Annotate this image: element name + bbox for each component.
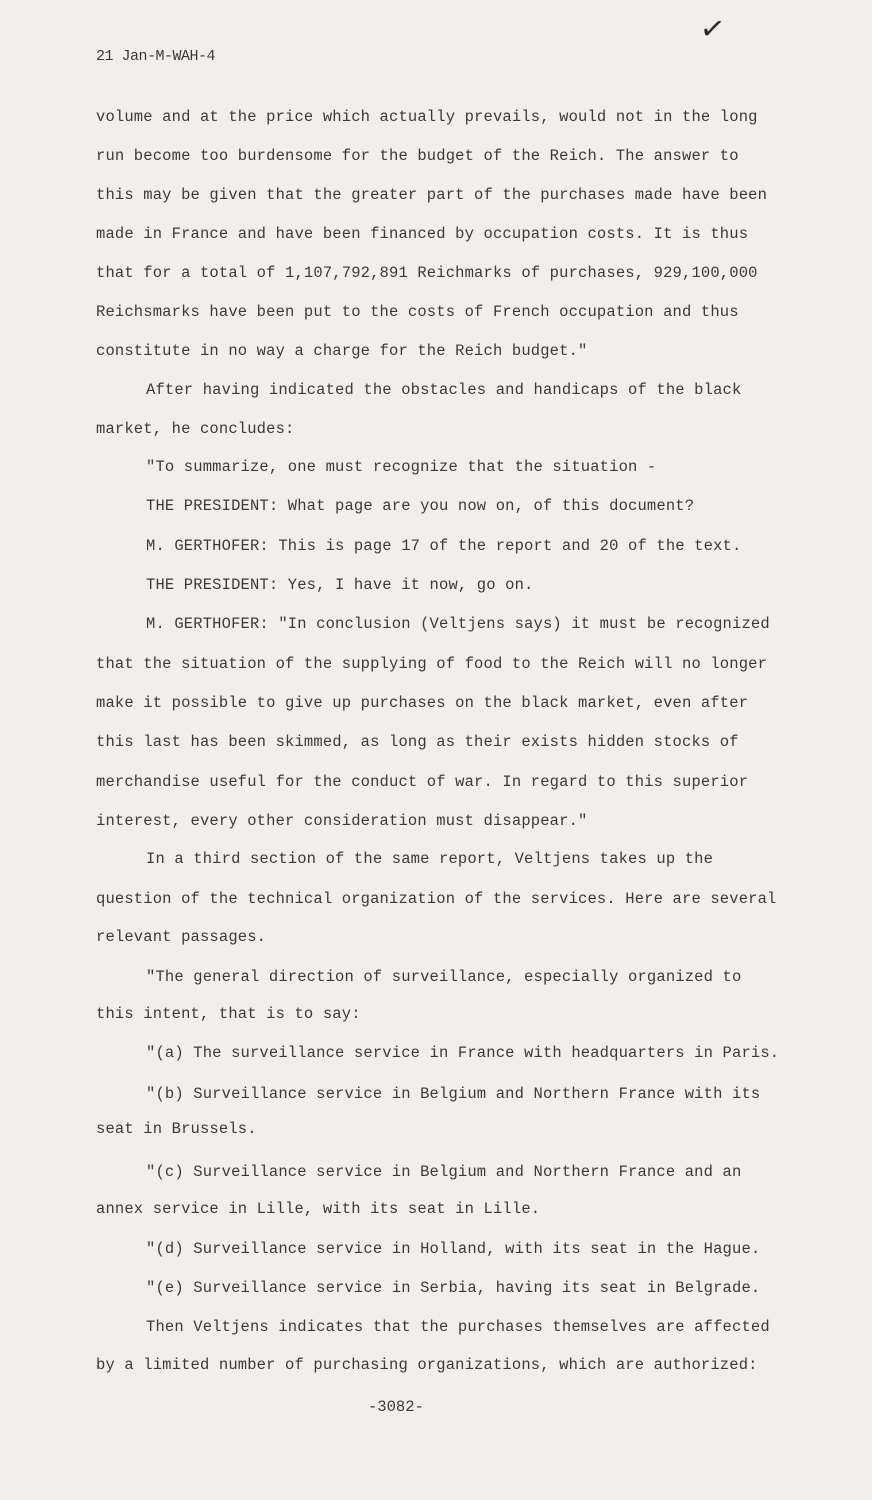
text-line: Then Veltjens indicates that the purchases themselves are affected xyxy=(146,1318,770,1336)
text-line: this may be given that the greater part of the purchases made have been xyxy=(96,186,768,204)
text-line: In a third section of the same report, Veltjens takes up the xyxy=(146,850,714,868)
text-line: made in France and have been financed by occupation costs. It is thus xyxy=(96,225,749,243)
text-line: merchandise useful for the conduct of war. In regard to this superior xyxy=(96,773,749,791)
document-id: 21 Jan-M-WAH-4 xyxy=(96,48,216,65)
text-line: M. GERTHOFER: This is page 17 of the report and 20 of the text. xyxy=(146,537,742,555)
text-line: this intent, that is to say: xyxy=(96,1005,361,1023)
text-line: make it possible to give up purchases on the black market, even after xyxy=(96,694,749,712)
text-line: volume and at the price which actually prevails, would not in the long xyxy=(96,108,758,126)
text-line: "(e) Surveillance service in Serbia, having its seat in Belgrade. xyxy=(146,1279,761,1297)
text-line: constitute in no way a charge for the Reich budget." xyxy=(96,342,588,360)
text-line: THE PRESIDENT: Yes, I have it now, go on. xyxy=(146,576,534,594)
text-line: THE PRESIDENT: What page are you now on, of this document? xyxy=(146,497,695,515)
text-line: relevant passages. xyxy=(96,928,267,946)
text-line: question of the technical organization of the services. Here are several xyxy=(96,890,777,908)
text-line: After having indicated the obstacles and handicaps of the black xyxy=(146,381,742,399)
check-mark-icon: ✓ xyxy=(697,10,728,49)
text-line: "(d) Surveillance service in Holland, with its seat in the Hague. xyxy=(146,1240,761,1258)
text-line: that the situation of the supplying of food to the Reich will no longer xyxy=(96,655,768,673)
text-line: Reichsmarks have been put to the costs of French occupation and thus xyxy=(96,303,739,321)
text-line: this last has been skimmed, as long as their exists hidden stocks of xyxy=(96,733,739,751)
page-number: -3082- xyxy=(368,1398,424,1416)
text-line: by a limited number of purchasing organizations, which are authorized: xyxy=(96,1356,758,1374)
text-line: that for a total of 1,107,792,891 Reichmarks of purchases, 929,100,000 xyxy=(96,264,758,282)
text-line: run become too burdensome for the budget of the Reich. The answer to xyxy=(96,147,739,165)
text-line: M. GERTHOFER: "In conclusion (Veltjens says) it must be recognized xyxy=(146,615,770,633)
text-line: seat in Brussels. xyxy=(96,1120,257,1138)
text-line: "(b) Surveillance service in Belgium and Northern France with its xyxy=(146,1085,761,1103)
text-line: "To summarize, one must recognize that the situation - xyxy=(146,458,657,476)
text-line: market, he concludes: xyxy=(96,420,295,438)
text-line: "The general direction of surveillance, especially organized to xyxy=(146,968,742,986)
text-line: annex service in Lille, with its seat in Lille. xyxy=(96,1200,541,1218)
text-line: "(c) Surveillance service in Belgium and Northern France and an xyxy=(146,1163,742,1181)
text-line: "(a) The surveillance service in France with headquarters in Paris. xyxy=(146,1044,780,1062)
text-line: interest, every other consideration must disappear." xyxy=(96,812,588,830)
